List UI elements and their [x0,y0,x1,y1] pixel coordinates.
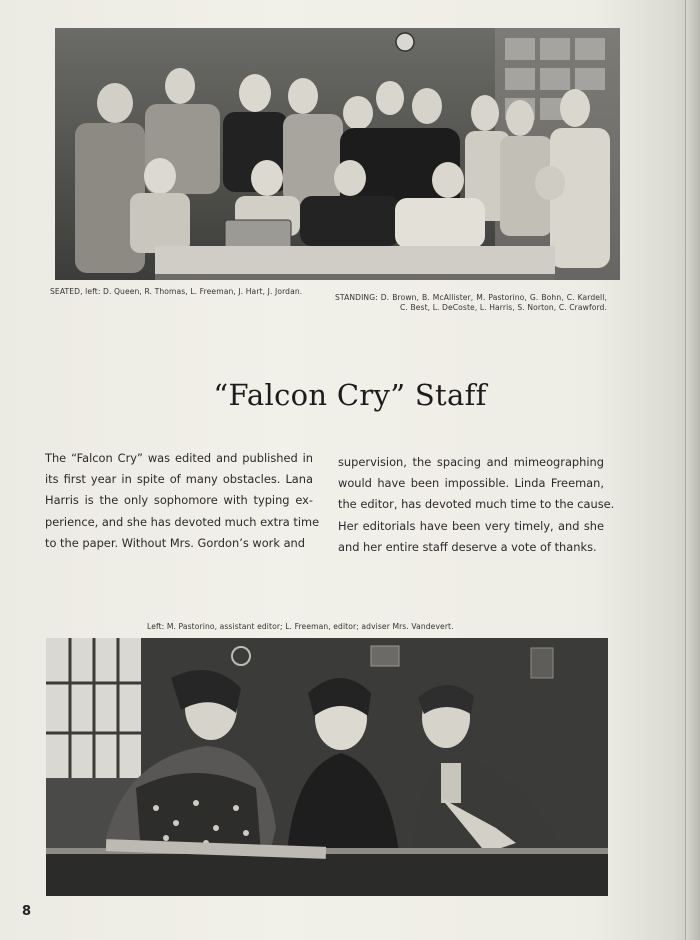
body-line: its first year in spite of many obstacles. Lana [45,472,313,487]
body-text-left-column [45,448,320,554]
standing-caption: STANDING: D. Brown, B. McAllister, M. Pastorino, G. Bohn, C. Kardell, C. Best, L. DeCoste, L. Harris, S. Norton, C. Crawford. [335,293,607,312]
body-line: the editor, has devoted much time to the cause. [338,497,615,512]
editors-photo [46,638,608,896]
editors-photo-caption: Left: M. Pastorino, assistant editor; L. Freeman, editor; adviser Mrs. Vandevert. [147,622,454,631]
body-line: perience, and she has devoted much extra time [45,514,320,529]
body-line: Harris is the only sophomore with typing ex- [45,493,313,508]
body-line: Her editorials have been very timely, and she [338,518,604,533]
body-line: The “Falcon Cry” was edited and published in [45,451,313,465]
body-line: would have been impossible. Linda Freeman, [338,476,604,491]
page-binding-edge [685,0,700,940]
page-title: “Falcon Cry” Staff [213,378,487,412]
page-number: 8 [22,904,32,919]
body-text-right-column [338,452,615,558]
body-line: and her entire staff deserve a vote of thanks. [338,539,597,554]
body-line: supervision, the spacing and mimeographing [338,455,604,469]
seated-caption: SEATED, left: D. Queen, R. Thomas, L. Freeman, J. Hart, J. Jordan. [50,287,303,296]
body-line: to the paper. Without Mrs. Gordon’s work and [45,535,306,550]
staff-group-photo [55,28,620,280]
